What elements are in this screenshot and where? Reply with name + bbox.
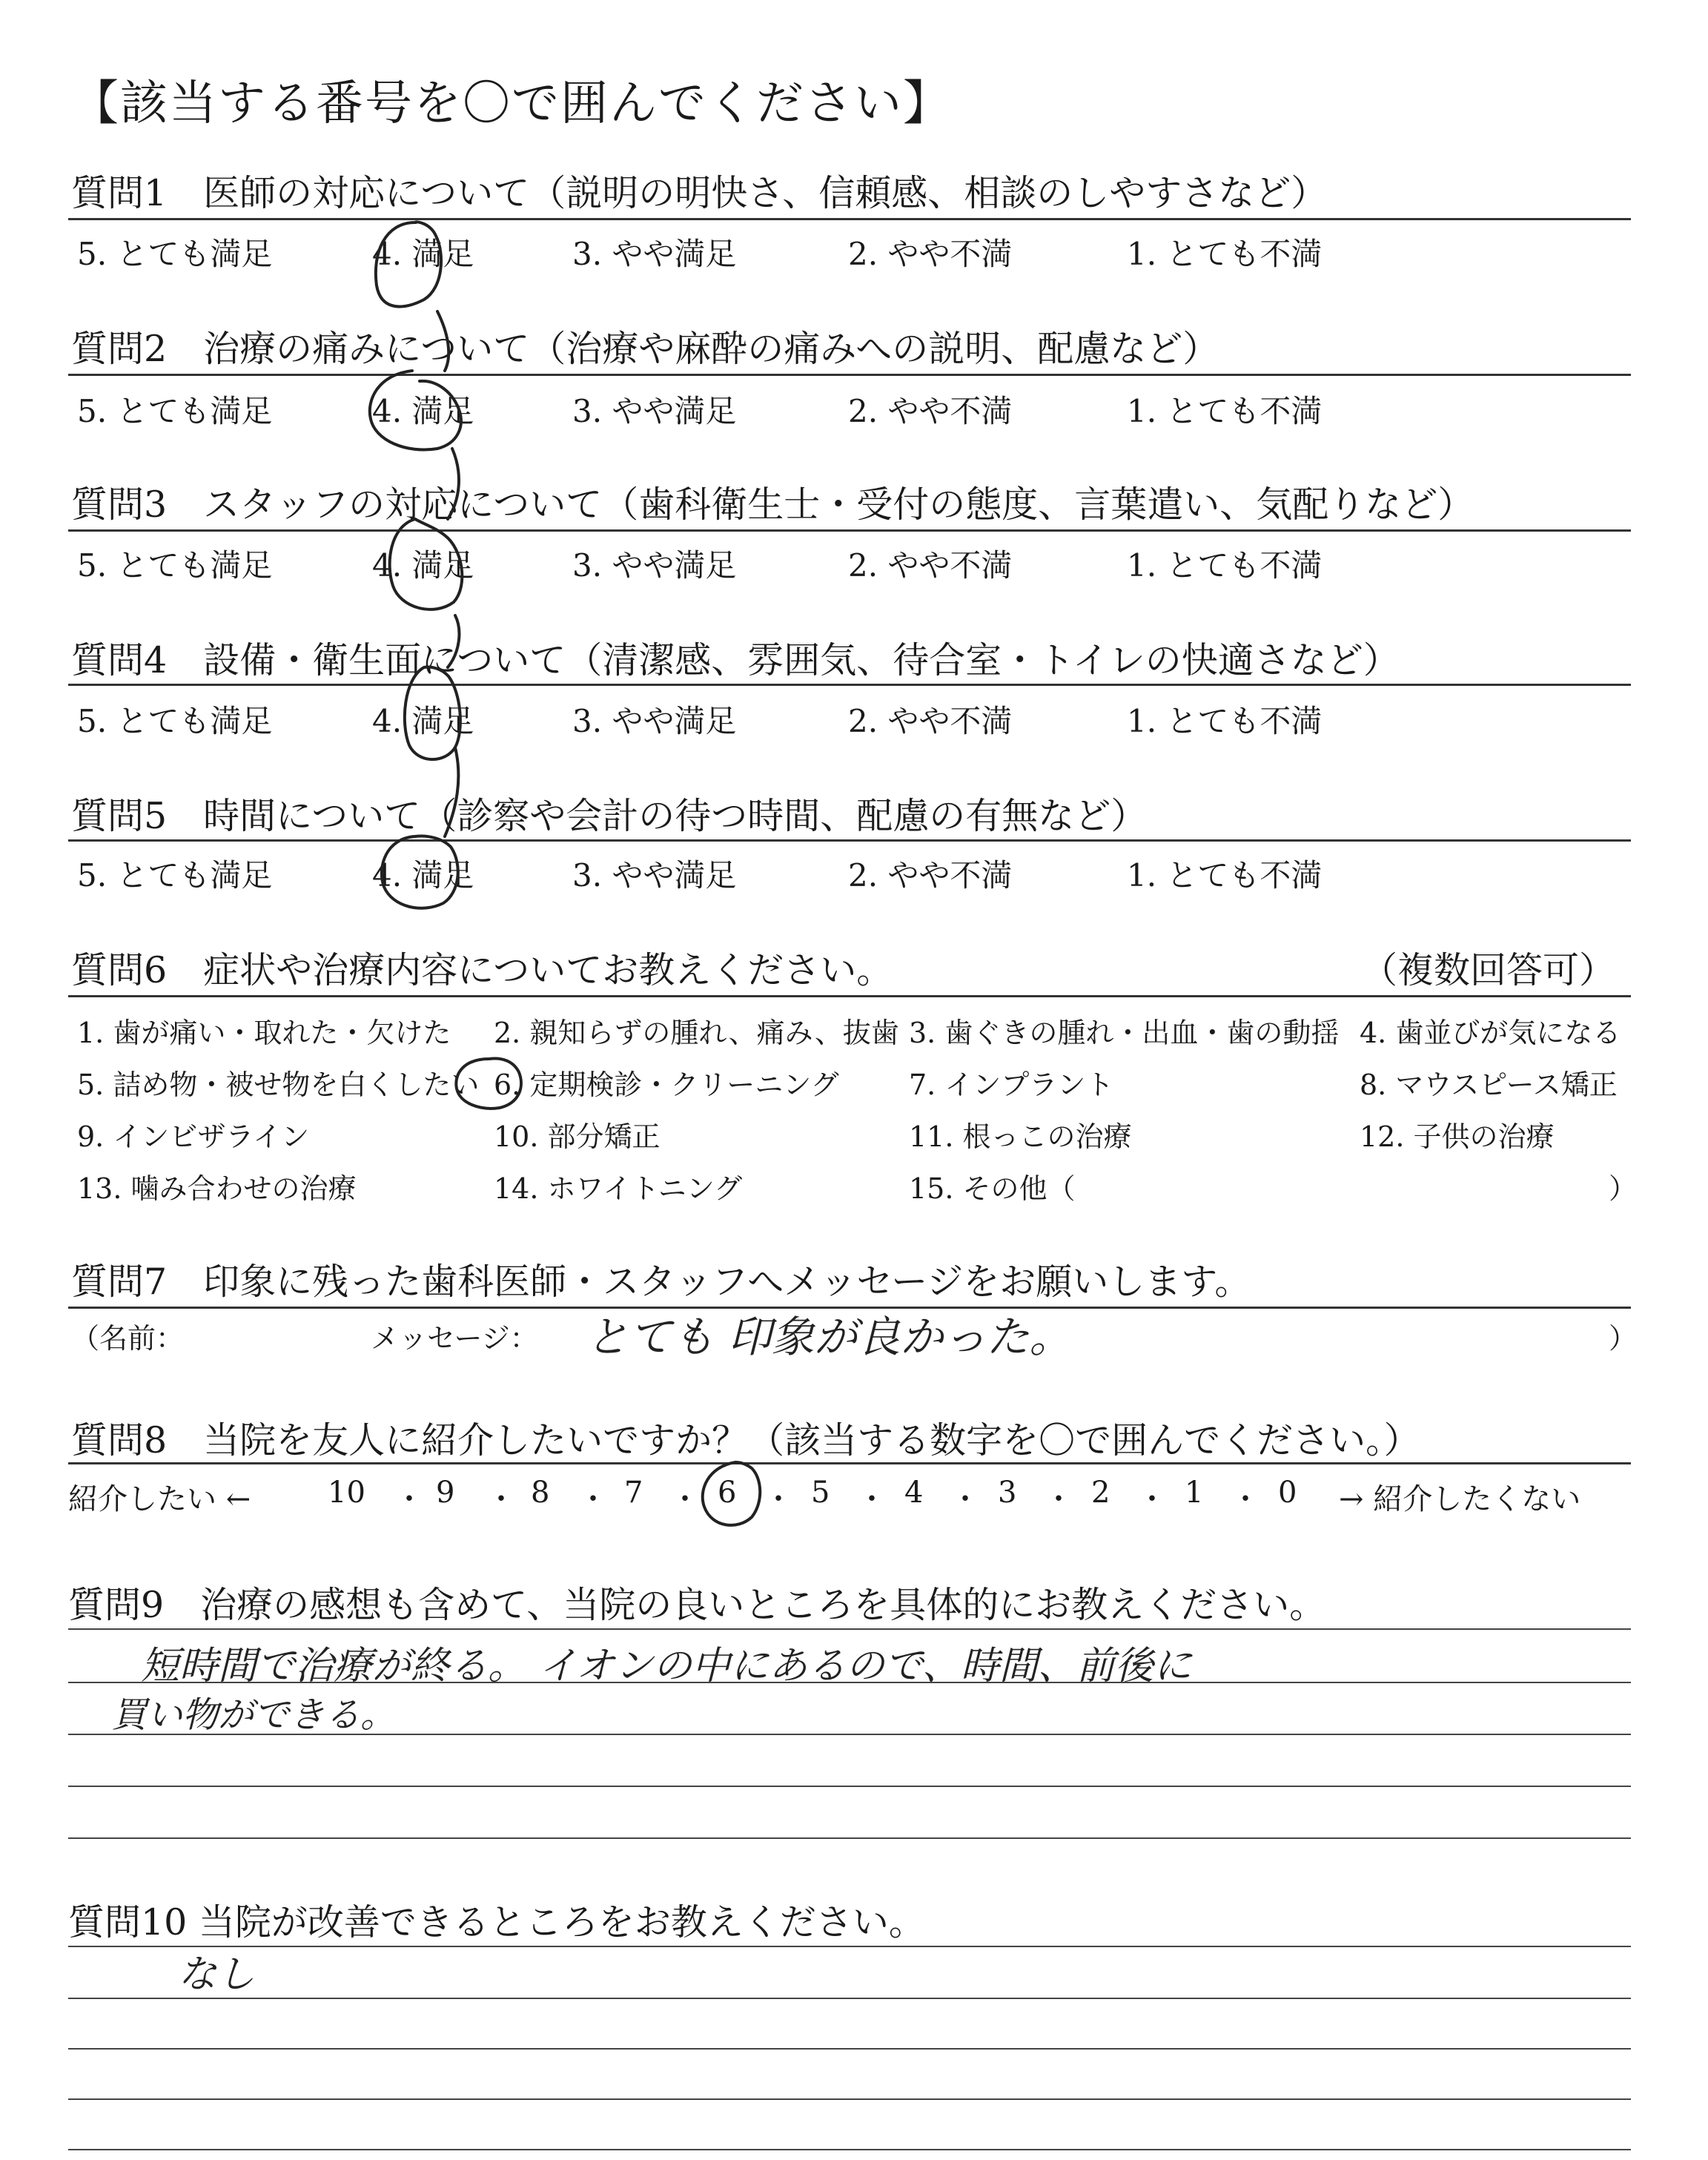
treatment-option[interactable]: 3. 歯ぐきの腫れ・出血・歯の動揺 bbox=[909, 1017, 1340, 1049]
question-1-title: 質問1 医師の対応について（説明の明快さ、信頼感、相談のしやすさなど） bbox=[71, 172, 1328, 214]
scale-number[interactable]: 1 bbox=[1185, 1476, 1204, 1510]
scale-number[interactable]: 3 bbox=[998, 1476, 1017, 1510]
scale-separator: ・ bbox=[857, 1482, 887, 1516]
option-somewhat-satisfied[interactable]: 3. やや満足 bbox=[572, 547, 737, 584]
option-satisfied[interactable]: 4. 満足 bbox=[372, 857, 474, 894]
writing-line bbox=[68, 2048, 1631, 2050]
option-somewhat-dissatisfied[interactable]: 2. やや不満 bbox=[848, 236, 1013, 272]
scale-separator: ・ bbox=[486, 1482, 516, 1516]
recommend-left-label: 紹介したい ← bbox=[68, 1482, 251, 1516]
other-close-paren: ） bbox=[1609, 1172, 1638, 1205]
scale-separator: ・ bbox=[1044, 1482, 1073, 1516]
divider bbox=[68, 374, 1631, 376]
treatment-option[interactable]: 12. 子供の治療 bbox=[1360, 1120, 1555, 1153]
scale-separator: ・ bbox=[764, 1482, 793, 1516]
scale-number[interactable]: 10 bbox=[328, 1476, 365, 1510]
question-5-title: 質問5 時間について（診察や会計の待つ時間、配慮の有無など） bbox=[71, 795, 1148, 837]
treatment-option[interactable]: 11. 根っこの治療 bbox=[909, 1120, 1132, 1153]
treatment-option[interactable]: 9. インビザライン bbox=[77, 1120, 310, 1153]
divider bbox=[68, 1462, 1631, 1464]
option-very-dissatisfied[interactable]: 1. とても不満 bbox=[1127, 857, 1323, 894]
treatment-option[interactable]: 13. 噛み合わせの治療 bbox=[77, 1172, 357, 1205]
treatment-option[interactable]: 7. インプラント bbox=[909, 1069, 1114, 1101]
option-very-satisfied[interactable]: 5. とても満足 bbox=[77, 857, 273, 894]
treatment-option[interactable]: 4. 歯並びが気になる bbox=[1360, 1017, 1621, 1049]
scale-separator: ・ bbox=[950, 1482, 980, 1516]
question-6-title: 質問6 症状や治療内容についてお教えください。 bbox=[71, 949, 893, 991]
message-close-paren: ） bbox=[1609, 1322, 1638, 1355]
scale-number[interactable]: 5 bbox=[811, 1476, 830, 1510]
scale-separator: ・ bbox=[670, 1482, 700, 1516]
form-header: 【該当する番号を〇で囲んでください】 bbox=[71, 76, 952, 131]
option-satisfied[interactable]: 4. 満足 bbox=[372, 393, 474, 429]
divider bbox=[68, 529, 1631, 532]
scale-separator: ・ bbox=[578, 1482, 608, 1516]
writing-line bbox=[68, 1628, 1631, 1630]
scale-separator: ・ bbox=[394, 1482, 424, 1516]
question-4-title: 質問4 設備・衛生面について（清潔感、雰囲気、待合室・トイレの快適さなど） bbox=[71, 639, 1400, 681]
scale-number[interactable]: 9 bbox=[436, 1476, 455, 1510]
option-very-dissatisfied[interactable]: 1. とても不満 bbox=[1127, 236, 1323, 272]
option-very-dissatisfied[interactable]: 1. とても不満 bbox=[1127, 393, 1323, 429]
scale-number[interactable]: 2 bbox=[1091, 1476, 1110, 1510]
divider bbox=[68, 218, 1631, 220]
scale-separator: ・ bbox=[1137, 1482, 1167, 1516]
q9-answer-line[interactable]: 買い物ができる。 bbox=[111, 1694, 397, 1736]
treatment-option[interactable]: 1. 歯が痛い・取れた・欠けた bbox=[77, 1017, 451, 1049]
question-3-title: 質問3 スタッフの対応について（歯科衛生士・受付の態度、言葉遣い、気配りなど） bbox=[71, 483, 1474, 526]
writing-line bbox=[68, 2149, 1631, 2150]
message-answer[interactable]: とても 印象が良かった。 bbox=[586, 1312, 1073, 1362]
option-very-satisfied[interactable]: 5. とても満足 bbox=[77, 393, 273, 429]
option-satisfied[interactable]: 4. 満足 bbox=[372, 703, 474, 739]
scale-number[interactable]: 4 bbox=[904, 1476, 924, 1510]
writing-line bbox=[68, 1837, 1631, 1839]
name-label: （名前： bbox=[71, 1322, 185, 1355]
option-very-dissatisfied[interactable]: 1. とても不満 bbox=[1127, 703, 1323, 739]
scale-number[interactable]: 7 bbox=[624, 1476, 643, 1510]
treatment-option[interactable]: 8. マウスピース矯正 bbox=[1360, 1069, 1618, 1101]
option-somewhat-dissatisfied[interactable]: 2. やや不満 bbox=[848, 547, 1013, 584]
question-2-title: 質問2 治療の痛みについて（治療や麻酔の痛みへの説明、配慮など） bbox=[71, 328, 1219, 370]
treatment-option[interactable]: 2. 親知らずの腫れ、痛み、抜歯 bbox=[494, 1017, 899, 1049]
recommend-right-label: → 紹介したくない bbox=[1339, 1482, 1581, 1516]
divider bbox=[68, 839, 1631, 842]
option-very-satisfied[interactable]: 5. とても満足 bbox=[77, 236, 273, 272]
treatment-option[interactable]: 6. 定期検診・クリーニング bbox=[494, 1069, 839, 1101]
option-satisfied[interactable]: 4. 満足 bbox=[372, 547, 474, 584]
scale-number[interactable]: 6 bbox=[718, 1476, 737, 1510]
scale-number[interactable]: 8 bbox=[531, 1476, 550, 1510]
option-somewhat-satisfied[interactable]: 3. やや満足 bbox=[572, 236, 737, 272]
divider bbox=[68, 684, 1631, 686]
q10-answer-line[interactable]: なし bbox=[178, 1952, 256, 1997]
scale-separator: ・ bbox=[1231, 1482, 1260, 1516]
question-7-title: 質問7 印象に残った歯科医師・スタッフへメッセージをお願いします。 bbox=[71, 1261, 1251, 1303]
scale-number[interactable]: 0 bbox=[1278, 1476, 1297, 1510]
option-somewhat-dissatisfied[interactable]: 2. やや不満 bbox=[848, 857, 1013, 894]
writing-line bbox=[68, 1786, 1631, 1787]
option-somewhat-satisfied[interactable]: 3. やや満足 bbox=[572, 703, 737, 739]
question-10-title: 質問10 当院が改善できるところをお教えください。 bbox=[68, 1901, 925, 1943]
option-very-satisfied[interactable]: 5. とても満足 bbox=[77, 703, 273, 739]
writing-line bbox=[68, 1998, 1631, 1999]
multiple-answers-note: （複数回答可） bbox=[1361, 949, 1616, 991]
option-somewhat-satisfied[interactable]: 3. やや満足 bbox=[572, 393, 737, 429]
option-very-dissatisfied[interactable]: 1. とても不満 bbox=[1127, 547, 1323, 584]
message-label: メッセージ： bbox=[371, 1322, 538, 1355]
option-very-satisfied[interactable]: 5. とても満足 bbox=[77, 547, 273, 584]
option-somewhat-dissatisfied[interactable]: 2. やや不満 bbox=[848, 393, 1013, 429]
treatment-option-other[interactable]: 15. その他（ bbox=[909, 1172, 1076, 1205]
option-somewhat-dissatisfied[interactable]: 2. やや不満 bbox=[848, 703, 1013, 739]
treatment-option[interactable]: 14. ホワイトニング bbox=[494, 1172, 743, 1205]
option-somewhat-satisfied[interactable]: 3. やや満足 bbox=[572, 857, 737, 894]
option-satisfied[interactable]: 4. 満足 bbox=[372, 236, 474, 272]
treatment-option[interactable]: 5. 詰め物・被せ物を白くしたい bbox=[77, 1069, 480, 1101]
question-8-title: 質問8 当院を友人に紹介したいですか？（該当する数字を〇で囲んでください。） bbox=[71, 1419, 1420, 1462]
treatment-option[interactable]: 10. 部分矯正 bbox=[494, 1120, 661, 1153]
q9-answer-line[interactable]: 短時間で治療が終る。 イオンの中にあるので、時間、前後に bbox=[141, 1644, 1192, 1688]
question-9-title: 質問9 治療の感想も含めて、当院の良いところを具体的にお教えください。 bbox=[68, 1584, 1326, 1626]
writing-line bbox=[68, 2098, 1631, 2100]
writing-line bbox=[68, 1946, 1631, 1947]
divider bbox=[68, 995, 1631, 997]
